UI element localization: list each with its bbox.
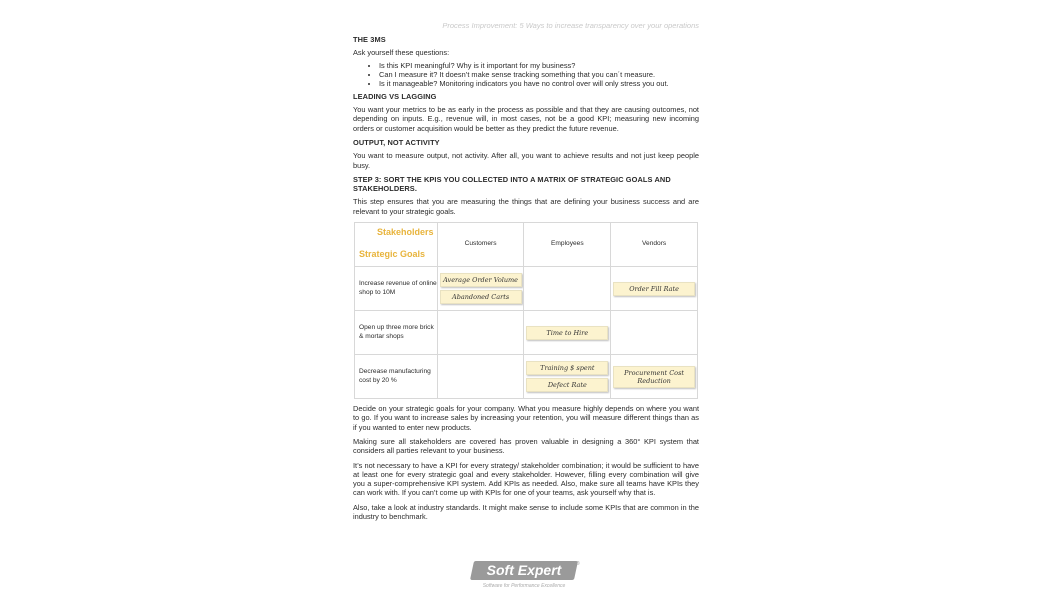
heading-leading-lagging: LEADING VS LAGGING bbox=[353, 91, 437, 101]
logo-name: Soft Expert bbox=[486, 562, 562, 578]
kpi-note: Average Order Volume bbox=[440, 273, 522, 287]
paragraph-closing: Making sure all stakeholders are covered has proven valuable in designing a 360° KPI system that considers all parties relevant to your business. bbox=[353, 436, 699, 456]
bullet-manageable: • Is it manageable? Monitoring indicators you have no control over will only stress you out. bbox=[379, 79, 699, 88]
paragraph-closing: Also, take a look at industry standards. It might make sense to include some KPIs that are common in the industry to benchmark. bbox=[353, 502, 699, 522]
kpi-note: Procurement Cost Reduction bbox=[613, 366, 695, 388]
matrix-cell bbox=[437, 267, 524, 311]
kpi-note: Time to Hire bbox=[526, 326, 608, 340]
column-header-customers: Customers bbox=[437, 223, 524, 267]
corner-goals-label: Strategic Goals bbox=[359, 249, 426, 260]
row-header-goal: Decrease manufacturing cost by 20 % bbox=[355, 355, 438, 399]
paragraph-output: You want to measure output, not activity. After all, you want to achieve results and not just keep people busy. bbox=[353, 151, 699, 170]
matrix-row bbox=[355, 267, 698, 311]
heading-output: OUTPUT, NOT ACTIVITY bbox=[353, 138, 440, 147]
bullet-measurable: • Can I measure it? It doesn’t make sense tracking something that you can´t measure. bbox=[379, 70, 699, 79]
row-header-goal: Increase revenue of online shop to 10M bbox=[355, 267, 438, 311]
matrix-cell bbox=[437, 311, 524, 355]
column-header-vendors: Vendors bbox=[611, 223, 698, 267]
matrix-cell bbox=[611, 355, 698, 399]
matrix-row bbox=[355, 311, 698, 355]
matrix-cell bbox=[437, 355, 524, 399]
matrix-cell bbox=[611, 311, 698, 355]
matrix-cell bbox=[524, 355, 611, 399]
heading-step3: STEP 3: SORT THE KPIS YOU COLLECTED INTO A MATRIX OF STRATEGIC GOALS AND STAKEHOLDERS. bbox=[353, 174, 671, 194]
kpi-matrix bbox=[354, 222, 698, 399]
logo-wordmark bbox=[470, 561, 578, 580]
kpi-note: Training $ spent bbox=[526, 361, 608, 375]
matrix-cell bbox=[524, 267, 611, 311]
bullet-list-3ms bbox=[353, 61, 699, 89]
row-header-goal: Open up three more brick & mortar shops bbox=[355, 311, 438, 355]
paragraph-step3: This step ensures that you are measuring the things that are defining your business success and are relevant to your strategic goals. bbox=[353, 197, 699, 216]
bullet-meaningful: • Is this KPI meaningful? Why is it important for my business? bbox=[379, 61, 699, 70]
softexpert-logo bbox=[470, 561, 580, 595]
kpi-note: Defect Rate bbox=[526, 378, 608, 392]
running-header: Process Improvement: 5 Ways to increase transparency over your operations bbox=[442, 21, 699, 30]
paragraph-leading-lagging: You want your metrics to be as early in the process as possible and that they are causing outcomes, not depending on inputs. E.g., revenue will, in most cases, not be a good KPI; measuring new incoming orders or customer acquisition would be better as they predict the future revenue. bbox=[353, 105, 699, 133]
logo-registered-mark: ® bbox=[576, 561, 580, 567]
paragraph-closing: It’s not necessary to have a KPI for every strategy/ stakeholder combination; it would be sufficient to have at least one for every strategic goal and every stakeholder. However, filling every combination will give you a super-comprehensive KPI system. Add KPIs as needed. Also, make sure all teams have KPIs they can work with. If you can’t come up with KPIs for one of your teams, ask yourself why that is. bbox=[353, 460, 699, 498]
heading-3ms: THE 3MS bbox=[353, 35, 386, 44]
corner-stakeholders-label: Stakeholders bbox=[377, 227, 434, 238]
matrix-cell bbox=[611, 267, 698, 311]
kpi-note: Order Fill Rate bbox=[613, 282, 695, 296]
matrix-corner bbox=[355, 223, 438, 267]
document-body bbox=[353, 35, 699, 526]
intro-3ms: Ask yourself these questions: bbox=[353, 48, 450, 58]
logo-tagline: Software for Performance Excellence bbox=[482, 583, 566, 589]
paragraph-closing: Decide on your strategic goals for your company. What you measure highly depends on where you want to go. If you want to increase sales by increasing your retention, you will measure different things than as if you wanted to enter new products. bbox=[353, 404, 699, 432]
matrix-cell bbox=[524, 311, 611, 355]
matrix-header-row bbox=[355, 223, 698, 267]
matrix-row bbox=[355, 355, 698, 399]
column-header-employees: Employees bbox=[524, 223, 611, 267]
kpi-note: Abandoned Carts bbox=[440, 290, 522, 304]
